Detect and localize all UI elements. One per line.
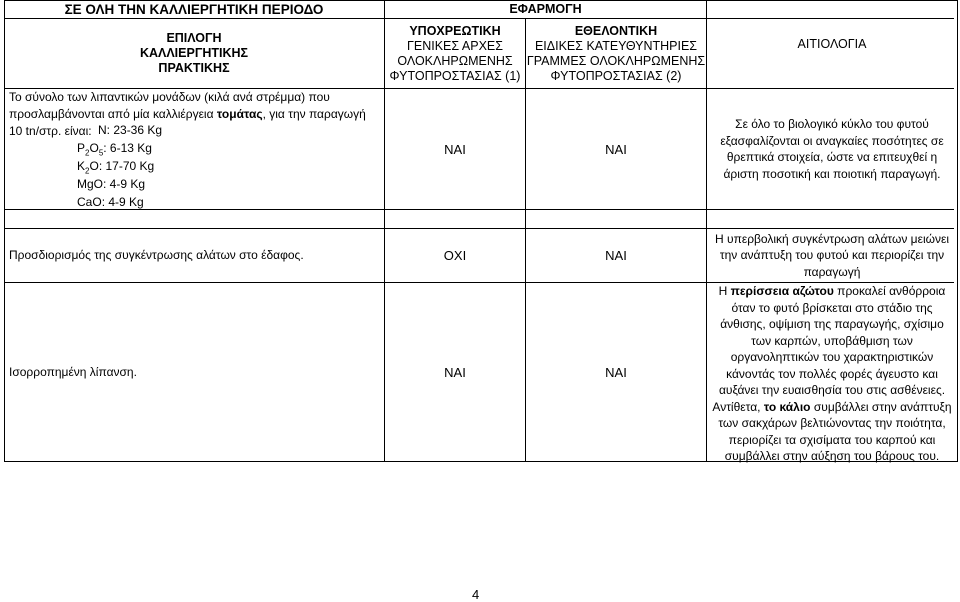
voluntary-header-line: ΕΙΔΙΚΕΣ ΚΑΤΕΥΘΥΝΤΗΡΙΕΣ [534, 38, 698, 53]
reason-emphasis: το κάλιο [763, 399, 811, 414]
reason-header: ΑΙΤΙΟΛΟΓΙΑ [797, 36, 867, 51]
mandatory-header-line: ΦΥΤΟΠΡΟΣΤΑΣΙΑΣ (1) [389, 68, 521, 83]
voluntary-value: ΝΑΙ [605, 141, 627, 157]
mandatory-header-line: ΓΕΝΙΚΕΣ ΑΡΧΕΣ [407, 38, 503, 53]
voluntary-header-line: ΓΡΑΜΜΕΣ ΟΛΟΚΛΗΡΩΜΕΝΗΣ [526, 53, 706, 68]
nutrient-name: O [89, 159, 99, 173]
reason-fragment: προκαλεί ανθόρροια όταν το φυτό βρίσκεται στο στάδιο της άνθισης, οψίμιση της παραγωγής, σχίσιμο των καρπών, υποβάθμιση των οργανοληπτικών του χαρακτηριστικών κάνοντάς τον πολλές φορές άγευστο και αυξάνει την ευαισθησία του στις ασθένειες. Αντίθετα, [712, 284, 946, 414]
nutrient-name: O [89, 141, 99, 155]
page-number: 4 [472, 587, 480, 602]
mandatory-value: ΝΑΙ [444, 141, 466, 157]
application-header: ΕΦΑΡΜΟΓΗ [509, 1, 582, 16]
period-title: ΣΕ ΟΛΗ ΤΗΝ ΚΑΛΛΙΕΡΓΗΤΙΚΗ ΠΕΡΙΟΔΟ [64, 1, 324, 17]
reason-fragment: Η [718, 284, 731, 298]
voluntary-header [526, 19, 706, 88]
mandatory-header [385, 19, 525, 88]
mandatory-header-title: ΥΠΟΧΡΕΩΤΙΚΗ [409, 23, 501, 38]
nutrient-row [98, 121, 162, 139]
nutrient-name: N [98, 123, 107, 137]
mandatory-value: ΝΑΙ [444, 364, 466, 380]
choice-header-line: ΠΡΑΚΤΙΚΗΣ [158, 61, 230, 75]
choice-header [4, 19, 384, 88]
nutrient-name: P [77, 141, 86, 155]
mandatory-value: ΟΧΙ [443, 248, 467, 263]
practice-text-row2: Προσδιορισμός της συγκέντρωσης αλάτων στο έδαφος. [9, 248, 304, 262]
nutrient-name: CaO [77, 195, 102, 209]
nutrient-value: : 4-9 Kg [103, 177, 146, 191]
nutrient-name: K [77, 159, 86, 173]
reason-emphasis: περίσσεια αζώτου [730, 284, 834, 298]
nutrient-row [77, 175, 162, 193]
nutrient-value: : 4-9 Kg [101, 195, 144, 209]
practice-text-row3: Ισορροπημένη λίπανση. [9, 364, 137, 379]
voluntary-header-title: ΕΘΕΛΟΝΤΙΚΗ [574, 23, 658, 38]
nutrient-row [77, 157, 162, 175]
choice-header-line: ΕΠΙΛΟΓΗ [166, 31, 222, 45]
reason-text [712, 283, 952, 461]
nutrient-subscript: 5 [98, 148, 104, 158]
reason-text: Η υπερβολική συγκέντρωση αλάτων μειώνει την ανάπτυξη του φυτού και περιορίζει την παραγωγή [715, 231, 949, 279]
nutrient-list [77, 121, 162, 211]
voluntary-header-line: ΦΥΤΟΠΡΟΣΤΑΣΙΑΣ (2) [550, 68, 682, 83]
nutrient-name: MgO [77, 177, 104, 191]
practice-intro-bold: τομάτας [216, 107, 263, 121]
practice-intro-end: , για την παραγωγή 10 tn/στρ. είναι: [9, 107, 366, 138]
practice-intro: Το σύνολο των λιπαντικών μονάδων (κιλά ανά στρέμμα) που προσλαμβάνονται από μία καλλιέργεια [9, 90, 330, 121]
nutrient-subscript: 2 [85, 166, 90, 176]
nutrient-row [77, 139, 162, 157]
practice-text-row1 [9, 89, 381, 140]
choice-header-line: ΚΑΛΛΙΕΡΓΗΤΙΚΗΣ [139, 46, 249, 60]
reason-text: Σε όλο το βιολογικό κύκλο του φυτού εξασφαλίζονται οι αναγκαίες ποσότητες σε θρεπτικά στοιχεία, ώστε να επιτευχθεί η άριστη ποσοτική και ποιοτική παραγωγή. [720, 117, 944, 181]
voluntary-value: ΝΑΙ [605, 248, 627, 263]
nutrient-value: : 23-36 Kg [106, 123, 163, 137]
nutrient-value: : 6-13 Kg [103, 141, 152, 155]
voluntary-value: ΝΑΙ [605, 364, 627, 380]
reason-fragment: συμβάλλει στην ανάπτυξη των σακχάρων βελτιώνοντας την ποιότητα, περιορίζει τα σχισίματα του καρπού και συμβάλλει στην αύξηση του βάρους του. [718, 399, 952, 463]
nutrient-value: : 17-70 Kg [98, 159, 155, 173]
nutrient-subscript: 2 [85, 148, 90, 158]
mandatory-header-line: ΟΛΟΚΛΗΡΩΜΕΝΗΣ [397, 53, 513, 68]
nutrient-row [77, 193, 162, 211]
